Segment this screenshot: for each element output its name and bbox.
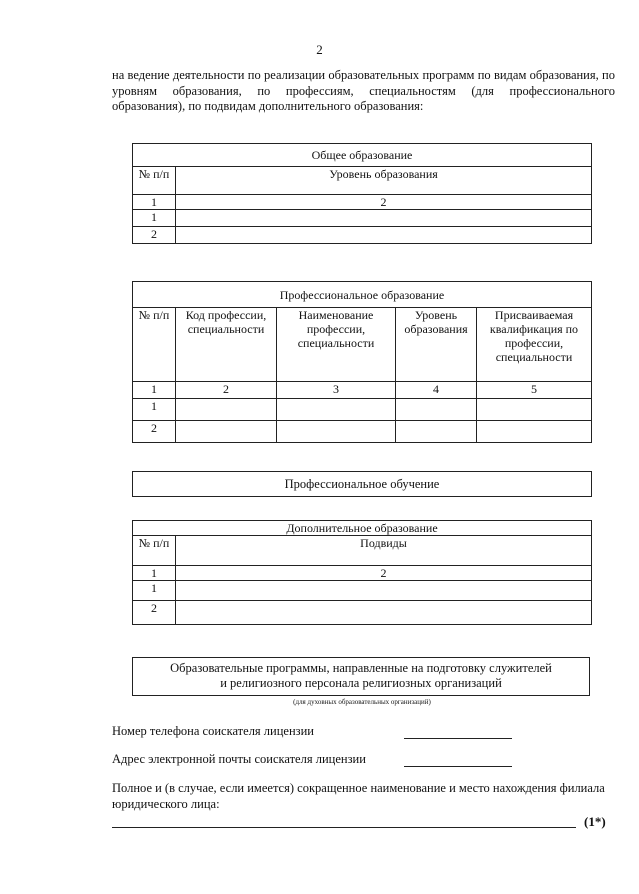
col-name-header: Наименование профессии, специальности <box>277 308 396 382</box>
general-education-table <box>132 143 592 244</box>
phone-field[interactable] <box>404 738 512 739</box>
table-cell <box>277 421 396 443</box>
intro-paragraph: на ведение деятельности по реализации образовательных программ по видам образования, по уровням образования, по профессиям, специальностям (для профессионального образования), по подвидам дополнительного образования: <box>112 68 615 113</box>
table-cell <box>176 210 592 227</box>
index-cell: 2 <box>176 566 592 581</box>
table-title: Дополнительное образование <box>133 521 592 536</box>
col-number-header: № п/п <box>133 536 176 566</box>
row-number: 1 <box>133 210 176 227</box>
footnote-mark: (1*) <box>584 814 606 829</box>
table-cell <box>477 421 592 443</box>
index-cell: 2 <box>176 195 592 210</box>
index-cell: 3 <box>277 382 396 399</box>
col-qualification-header: Присваиваемая квалификация по профессии, специальности <box>477 308 592 382</box>
index-cell: 1 <box>133 195 176 210</box>
index-cell: 1 <box>133 566 176 581</box>
col-level-header: Уровень образования <box>176 167 592 195</box>
box-line: Образовательные программы, направленные на подготовку служителей <box>170 661 552 675</box>
index-cell: 4 <box>396 382 477 399</box>
professional-training-box <box>132 471 592 497</box>
table-cell <box>176 421 277 443</box>
col-code-header: Код профессии, специальности <box>176 308 277 382</box>
table-cell <box>277 399 396 421</box>
col-subtypes-header: Подвиды <box>176 536 592 566</box>
table-cell <box>176 601 592 625</box>
email-label: Адрес электронной почты соискателя лицензии <box>112 752 366 766</box>
table-cell <box>176 581 592 601</box>
row-number: 2 <box>133 601 176 625</box>
branch-label: Полное и (в случае, если имеется) сокращенное наименование и место нахождения филиала <box>112 781 605 795</box>
col-number-header: № п/п <box>133 167 176 195</box>
branch-field[interactable] <box>112 827 576 828</box>
page-number: 2 <box>316 42 323 57</box>
index-cell: 5 <box>477 382 592 399</box>
religious-programs-box <box>132 657 590 696</box>
professional-education-table <box>132 281 592 443</box>
table-cell <box>176 227 592 244</box>
row-number: 1 <box>133 399 176 421</box>
table-title: Профессиональное образование <box>133 282 592 308</box>
phone-label: Номер телефона соискателя лицензии <box>112 724 314 738</box>
col-number-header: № п/п <box>133 308 176 382</box>
row-number: 2 <box>133 227 176 244</box>
table-title: Общее образование <box>133 144 592 167</box>
table-cell <box>176 399 277 421</box>
index-cell: 2 <box>176 382 277 399</box>
index-cell: 1 <box>133 382 176 399</box>
branch-label-cont: юридического лица: <box>112 797 220 811</box>
col-level-header: Уровень образования <box>396 308 477 382</box>
religious-note: (для духовных образовательных организаций) <box>293 698 431 706</box>
row-number: 1 <box>133 581 176 601</box>
email-field[interactable] <box>404 766 512 767</box>
row-number: 2 <box>133 421 176 443</box>
table-cell <box>477 399 592 421</box>
box-title: Профессиональное обучение <box>284 477 440 491</box>
additional-education-table <box>132 520 592 625</box>
table-cell <box>396 399 477 421</box>
box-line: и религиозного персонала религиозных организаций <box>220 676 502 690</box>
table-cell <box>396 421 477 443</box>
